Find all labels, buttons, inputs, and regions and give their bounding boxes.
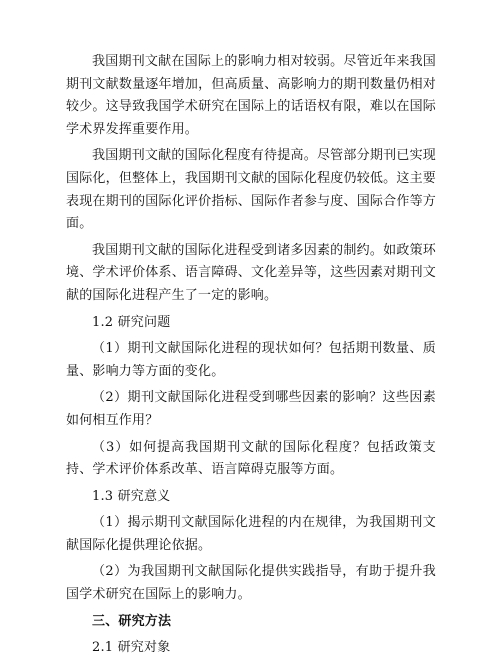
research-question-1: （1）期刊文献国际化进程的现状如何？包括期刊数量、质量、影响力等方面的变化。 (66, 341, 436, 379)
paragraph-internationalization-level: 我国期刊文献的国际化程度有待提高。尽管部分期刊已实现国际化，但整体上，我国期刊文献的国际化程度仍较低。这主要表现在期刊的国际化评价指标、国际作者参与度、国际合作等方面。 (66, 148, 436, 232)
research-question-3: （3）如何提高我国期刊文献的国际化程度？包括政策支持、学术评价体系改革、语言障碍克服等方面。 (66, 439, 436, 478)
document-body (66, 51, 436, 664)
chapter-heading-research-methods: 三、研究方法 (92, 613, 172, 629)
paragraph-influence: 我国期刊文献在国际上的影响力相对较弱。尽管近年来我国期刊文献数量逐年增加，但高质量、高影响力的期刊数量仍相对较少。这导致我国学术研究在国际上的话语权有限，难以在国际学术界发挥重要作用。 (66, 54, 436, 137)
significance-item-2: （2）为我国期刊文献国际化提供实践指导，有助于提升我国学术研究在国际上的影响力。 (66, 564, 436, 603)
significance-item-1: （1）揭示期刊文献国际化进程的内在规律，为我国期刊文献国际化提供理论依据。 (66, 515, 436, 553)
section-heading-research-significance: 1.3 研究意义 (92, 488, 171, 504)
section-heading-research-questions: 1.2 研究问题 (92, 314, 171, 330)
research-question-2: （2）期刊文献国际化进程受到哪些因素的影响？这些因素如何相互作用？ (66, 390, 436, 428)
section-heading-research-subject: 2.1 研究对象 (92, 640, 171, 656)
paragraph-constraints: 我国期刊文献的国际化进程受到诸多因素的制约。如政策环境、学术评价体系、语言障碍、文化差异等，这些因素对期刊文献的国际化进程产生了一定的影响。 (66, 242, 436, 303)
